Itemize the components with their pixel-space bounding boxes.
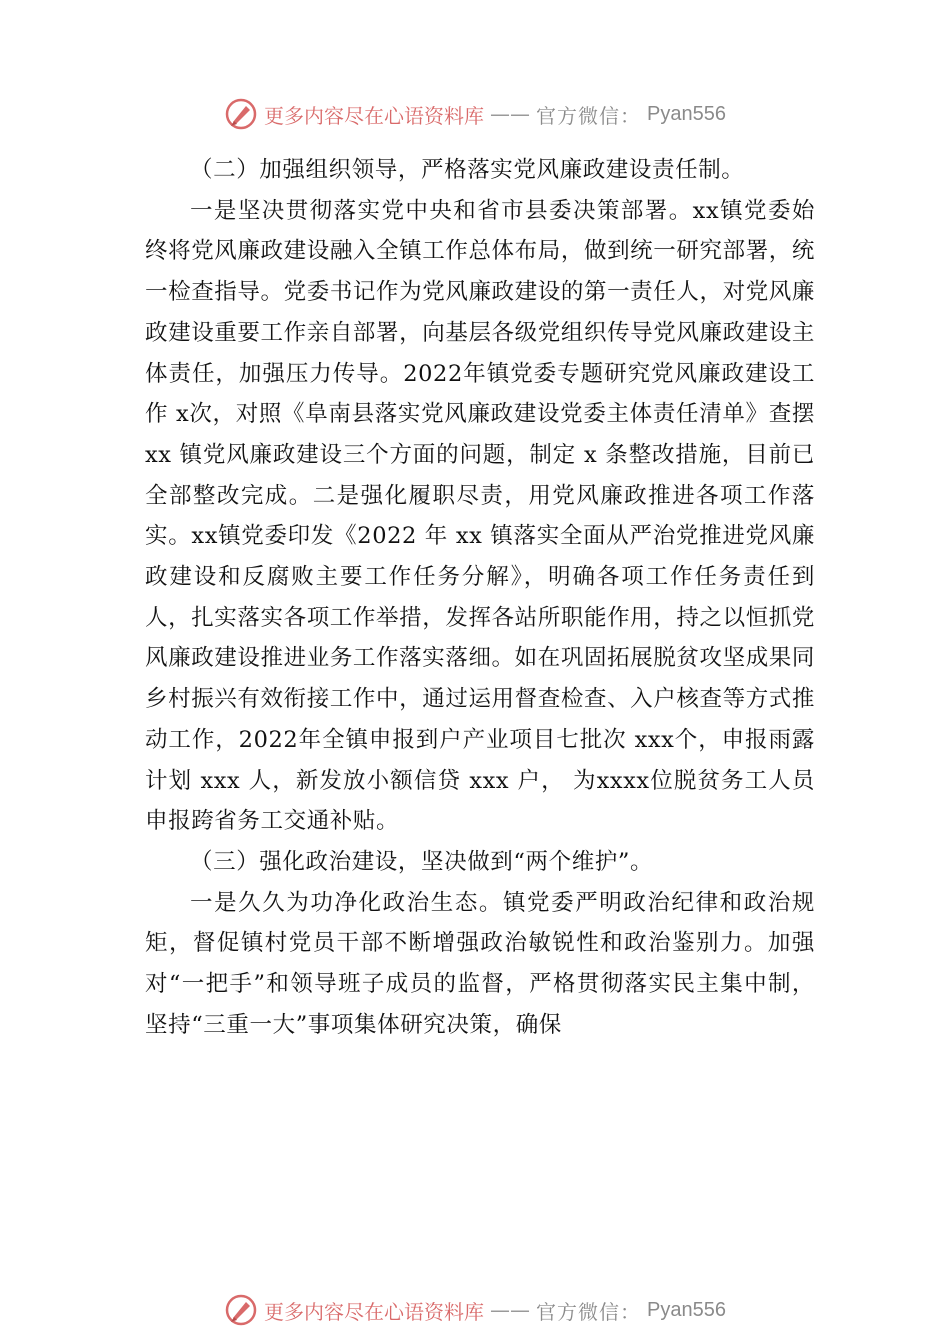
- watermark-brand: 更多内容尽在心语资料库: [264, 1299, 485, 1324]
- watermark-separator: ——: [490, 1298, 531, 1322]
- watermark-label: 官方微信：: [536, 103, 642, 128]
- paragraph-1: 一是坚决贯彻落实党中央和省市县委决策部署。xx镇党委始终将党风廉政建设融入全镇工作总体布局，做到统一研究部署，统一检查指导。党委书记作为党风廉政建设的第一责任人，对党风廉政建设重要工作亲自部署，向基层各级党组织传导党风廉政建设主体责任，加强压力传导。2022年镇党委专题研究党风廉政建设工作 x次，对照《阜南县落实党风廉政建设党委主体责任清单》查摆 xx 镇党风廉政建设三个方面的问题，制定 x 条整改措施，目前已全部整改完成。二是强化履职尽责，用党风廉政推进各项工作落实。xx镇党委印发《2022 年 xx 镇落实全面从严治党推进党风廉政建设和反腐败主要工作任务分解》，明确各项工作任务责任到人，扎实落实各项工作举措，发挥各站所职能作用，持之以恒抓党风廉政建设推进业务工作落实落细。如在巩固拓展脱贫攻坚成果同乡村振兴有效衔接工作中，通过运用督查检查、入户核查等方式推动工作，2022年全镇申报到户产业项目七批次 xxx个，申报雨露计划 xxx 人，新发放小额信贷 xxx 户， 为xxxx位脱贫务工人员申报跨省务工交通补贴。: [145, 197, 815, 835]
- watermark-separator: ——: [490, 102, 531, 126]
- watermark-brand: 更多内容尽在心语资料库: [264, 103, 485, 128]
- watermark-footer: [0, 1290, 950, 1330]
- watermark-id: Pyan556: [647, 102, 726, 125]
- pen-nib-circle-icon: [224, 97, 258, 131]
- paragraph-2: 一是久久为功净化政治生态。镇党委严明政治纪律和政治规矩，督促镇村党员干部不断增强政治敏锐性和政治鉴别力。加强对“一把手”和领导班子成员的监督，严格贯彻落实民主集中制，坚持“三重一大”事项集体研究决策，确保: [145, 889, 815, 1038]
- pen-nib-circle-icon: [224, 1293, 258, 1327]
- section-heading-3: （三）强化政治建设，坚决做到“两个维护”。: [190, 848, 654, 875]
- document-body: [145, 150, 815, 1045]
- watermark-header: [0, 94, 950, 134]
- watermark-id: Pyan556: [647, 1298, 726, 1321]
- watermark-label: 官方微信：: [536, 1299, 642, 1324]
- section-heading-2: （二）加强组织领导，严格落实党风廉政建设责任制。: [190, 157, 745, 183]
